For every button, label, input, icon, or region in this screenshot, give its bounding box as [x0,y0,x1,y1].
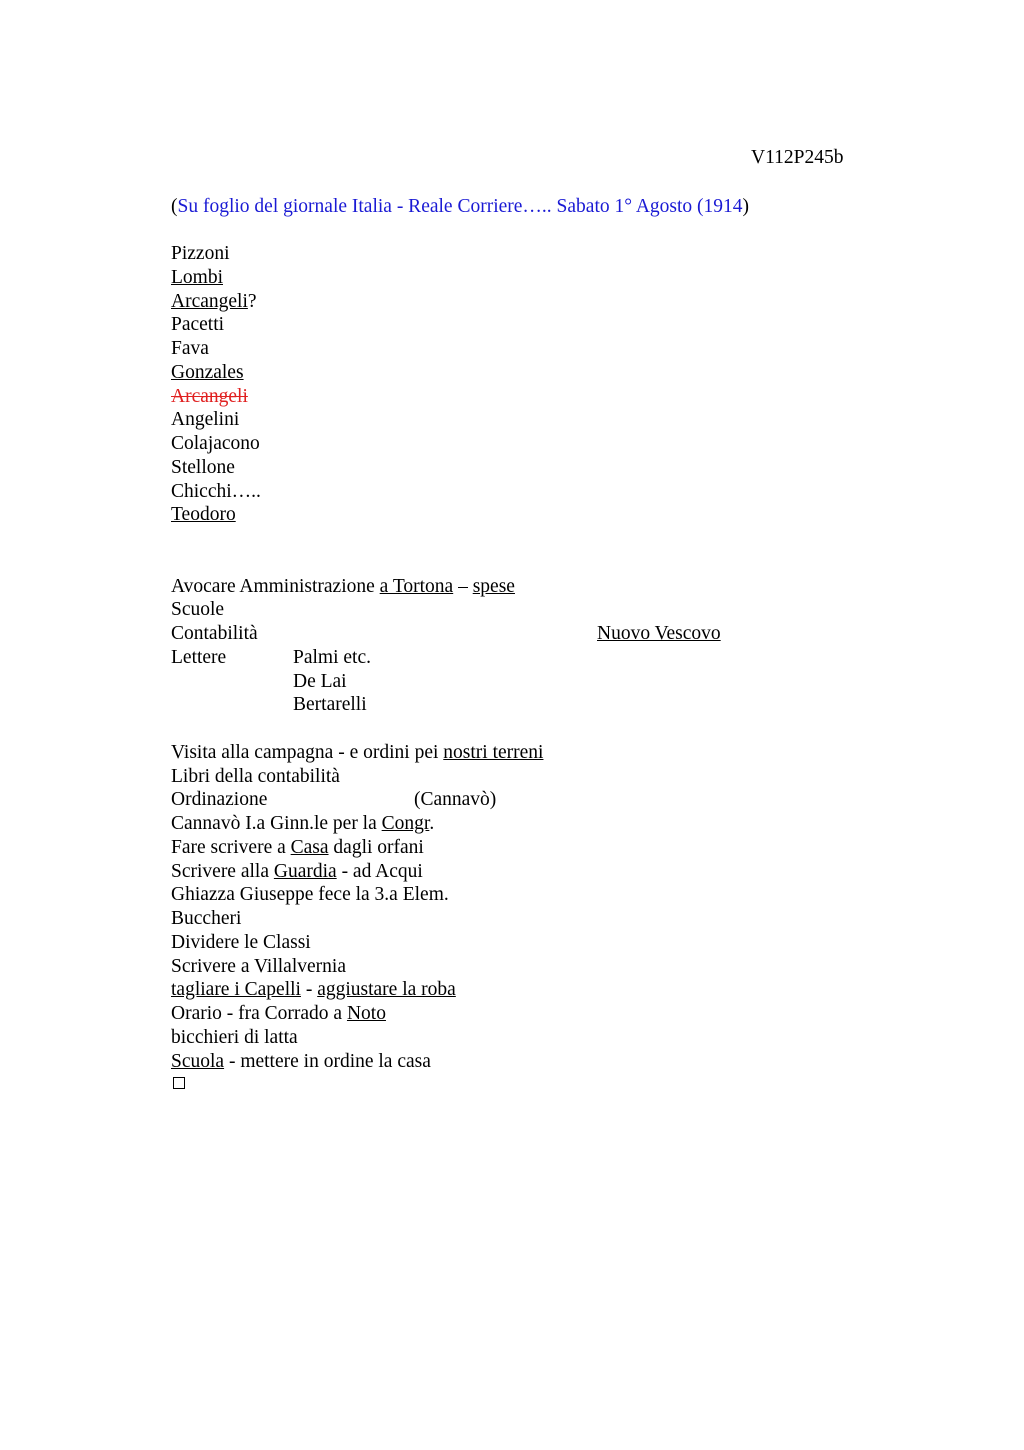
question-mark: ? [247,291,257,312]
todo-line: Scrivere a Villalvernia [171,956,346,977]
name-item: Pacetti [171,314,225,335]
admin-tortona: a Tortona [379,576,454,597]
header-close-paren: ) [742,196,750,217]
todo-underlined: tagliare i Capelli [171,979,301,1000]
name-item: Pizzoni [171,243,230,264]
todo-note: (Cannavò) [414,789,497,810]
todo-line [171,836,424,860]
todo-line: Ghiazza Giuseppe fece la 3.a Elem. [171,884,449,905]
name-item: Fava [171,338,209,359]
todo-line [171,741,543,765]
todo-text: Fare scrivere a [171,837,291,858]
todo-text: dagli orfani [328,837,424,858]
todo-underlined: Guardia [273,861,337,882]
admin-spese: spese [472,576,515,597]
todo-text: . [429,813,435,834]
letter-recipient: Bertarelli [293,694,367,715]
admin-dash: – [453,576,473,597]
todo-underlined: Casa [290,837,329,858]
todo-underlined: nostri terreni [443,742,544,763]
todo-line: Libri della contabilità [171,766,340,787]
todo-text: - mettere in ordine la casa [224,1051,431,1072]
todo-line [171,812,434,836]
letter-recipient: De Lai [293,671,347,692]
admin-line: Lettere [171,647,227,668]
todo-underlined: Congr [381,813,430,834]
todo-line: bicchieri di latta [171,1027,298,1048]
admin-text: Avocare Amministrazione [171,576,380,597]
todo-line [171,978,456,1002]
todo-text: Scrivere alla [171,861,274,882]
todo-line [171,1050,431,1074]
name-item: Angelini [171,409,240,430]
name-item: Colajacono [171,433,260,454]
todo-line: Ordinazione [171,789,268,810]
todo-line [171,860,423,884]
admin-line [171,575,515,599]
todo-underlined: Noto [346,1003,386,1024]
todo-line [171,1002,386,1026]
name-item: Gonzales [171,362,244,383]
admin-line: Contabilità [171,623,258,644]
nuovo-vescovo: Nuovo Vescovo [597,623,721,644]
name-item [171,290,257,314]
todo-underlined: Scuola [171,1051,225,1072]
todo-underlined: aggiustare la roba [317,979,456,1000]
todo-text: - ad Acqui [336,861,423,882]
name-text: Arcangeli [171,291,248,312]
header-open-paren: ( [171,196,178,217]
name-item: Chicchi….. [171,481,261,502]
name-item-struck: Arcangeli [171,386,248,407]
name-item: Teodoro [171,504,236,525]
document-id: V112P245b [751,147,844,168]
todo-line: Dividere le Classi [171,932,311,953]
name-item: Stellone [171,457,235,478]
letter-recipient: Palmi etc. [293,647,371,668]
todo-line: Buccheri [171,908,242,929]
header-note-text: Su foglio del giornale Italia - Reale Corriere….. Sabato 1° Agosto (1914 [177,196,743,217]
todo-text: Visita alla campagna - e ordini pei [171,742,444,763]
todo-text: Cannavò I.a Ginn.le per la [171,813,382,834]
todo-text: Orario - fra Corrado a [171,1003,347,1024]
header-note [171,195,749,219]
todo-text: - [300,979,318,1000]
name-item: Lombi [171,267,223,288]
empty-checkbox-symbol [173,1077,185,1089]
admin-line: Scuole [171,599,225,620]
